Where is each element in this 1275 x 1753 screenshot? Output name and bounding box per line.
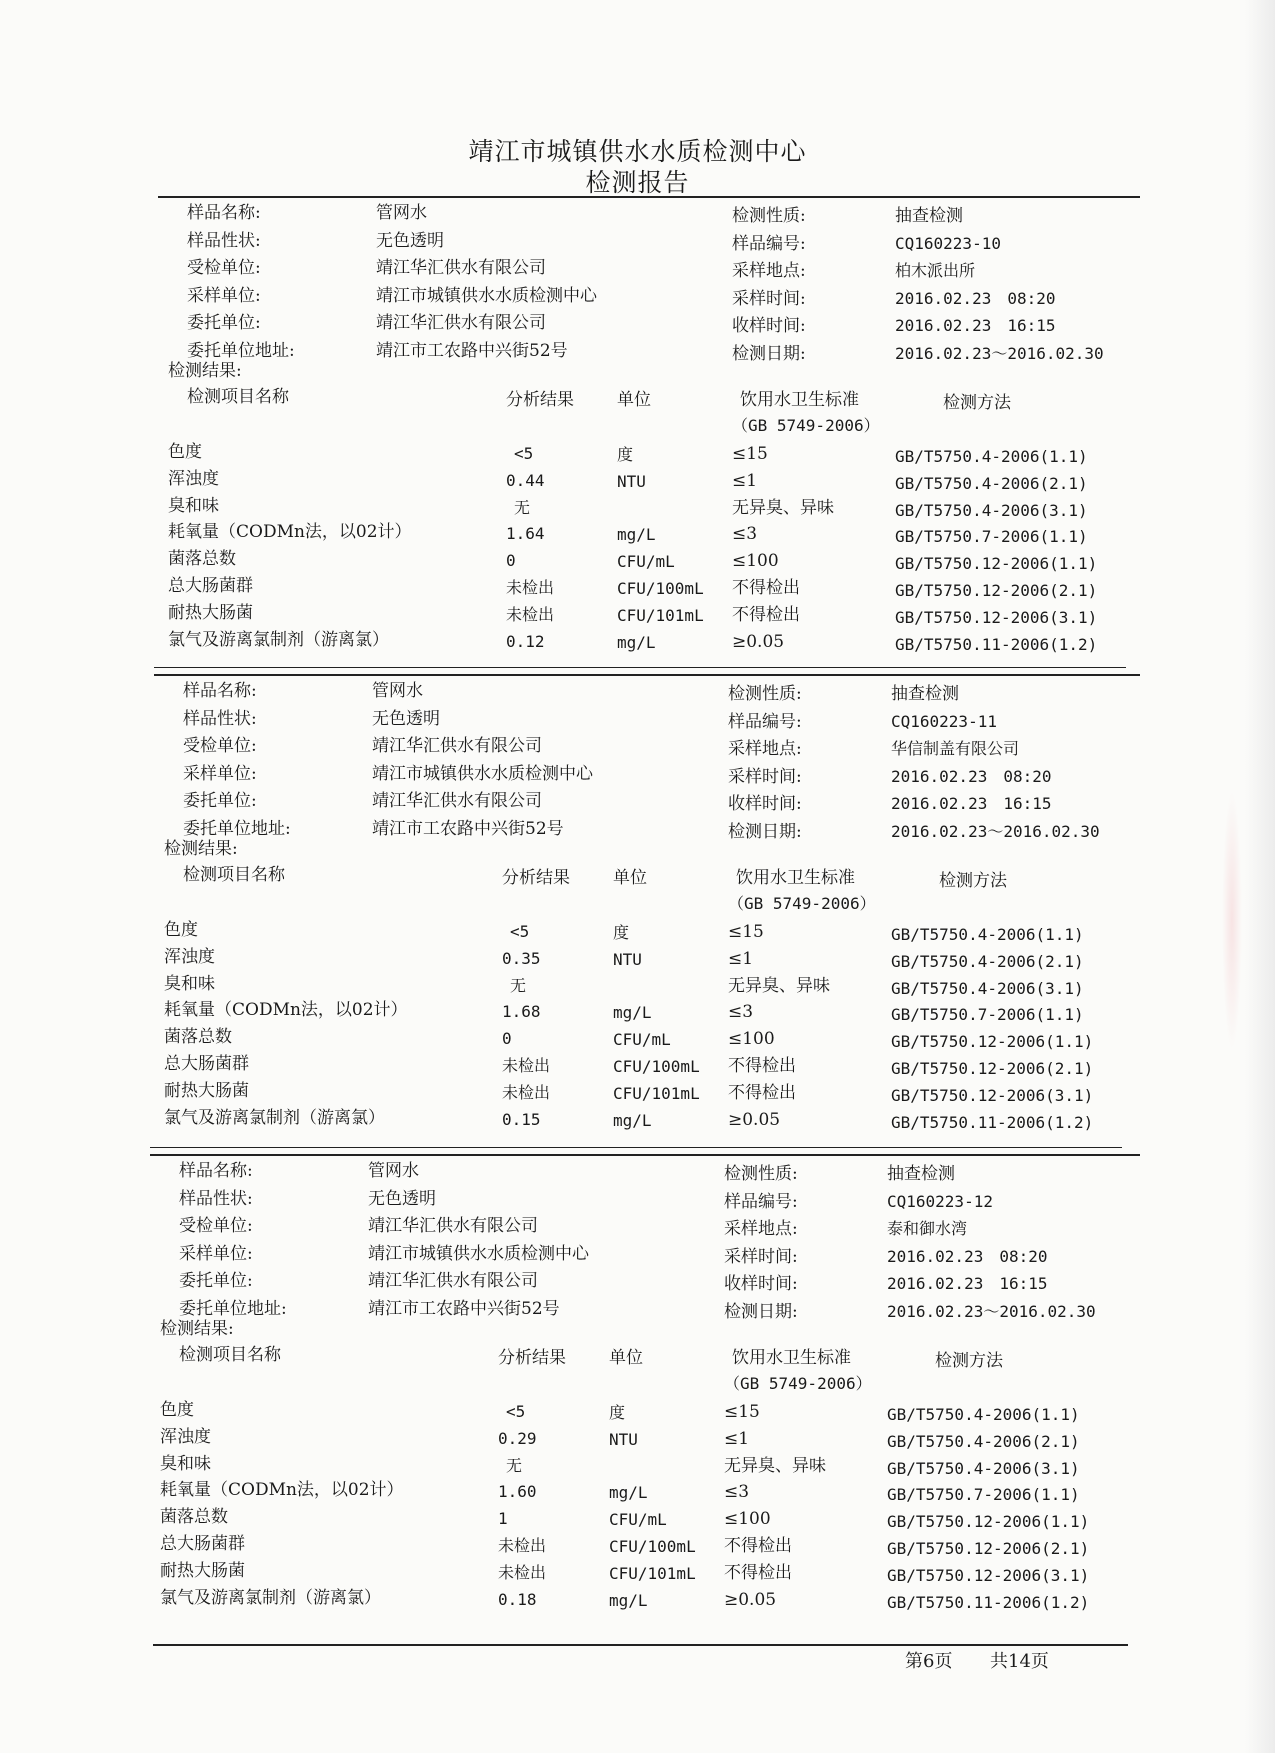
item-name: 浑浊度 xyxy=(168,468,219,489)
method-value: GB/T5750.11-2006(1.2) xyxy=(887,1592,1090,1612)
col-header-unit: 单位 xyxy=(609,1348,643,1368)
item-name: 菌落总数 xyxy=(168,549,236,570)
method-value: GB/T5750.4-2006(3.1) xyxy=(887,1458,1080,1478)
bottom-rule xyxy=(153,1644,1128,1646)
footer-page: 第6页 xyxy=(905,1651,953,1672)
item-name: 臭和味 xyxy=(160,1453,211,1474)
unit-value: CFU/mL xyxy=(609,1510,667,1530)
field-label: 委托单位地址: xyxy=(187,341,295,361)
item-name: 菌落总数 xyxy=(164,1027,232,1048)
field-label: 样品编号: xyxy=(732,233,806,254)
standard-value: 不得检出 xyxy=(732,578,800,598)
method-value: GB/T5750.12-2006(1.1) xyxy=(895,554,1098,574)
field-value: 无色透明 xyxy=(368,1188,436,1209)
field-label: 受检单位: xyxy=(187,258,261,279)
method-value: GB/T5750.4-2006(1.1) xyxy=(891,925,1084,944)
result-value: 1 xyxy=(498,1509,508,1529)
col-header-item: 检测项目名称 xyxy=(183,865,285,885)
col-header-method: 检测方法 xyxy=(943,393,1011,413)
result-value: <5 xyxy=(514,444,534,463)
method-value: GB/T5750.4-2006(3.1) xyxy=(895,500,1088,520)
unit-value: CFU/100mL xyxy=(609,1537,696,1556)
field-label: 委托单位: xyxy=(179,1271,253,1292)
col-header-unit: 单位 xyxy=(613,868,647,888)
item-name: 色度 xyxy=(168,442,202,462)
col-header-standard: 饮用水卫生标准 xyxy=(740,390,859,410)
result-value: 未检出 xyxy=(498,1562,547,1582)
field-label: 采样地点: xyxy=(724,1219,798,1240)
field-label: 采样时间: xyxy=(728,766,802,787)
standard-value: 不得检出 xyxy=(724,1536,792,1556)
col-header-item: 检测项目名称 xyxy=(187,387,289,407)
field-label: 检测性质: xyxy=(728,684,802,704)
standard-value: ≥0.05 xyxy=(728,1109,781,1130)
result-value: 未检出 xyxy=(506,578,555,597)
method-value: GB/T5750.4-2006(3.1) xyxy=(891,978,1084,998)
standard-value: 不得检出 xyxy=(732,604,800,625)
method-value: GB/T5750.12-2006(1.1) xyxy=(887,1512,1090,1532)
item-name: 总大肠菌群 xyxy=(164,1054,249,1074)
field-value: 靖江华汇供水有限公司 xyxy=(376,313,546,334)
field-label: 样品名称: xyxy=(187,203,261,223)
field-label: 委托单位: xyxy=(183,791,257,812)
field-label: 样品性状: xyxy=(183,708,257,729)
report-title: 检测报告 xyxy=(585,168,690,197)
result-value: 1.68 xyxy=(502,1002,541,1022)
result-value: <5 xyxy=(510,922,530,941)
unit-value: CFU/101mL xyxy=(617,605,704,625)
result-value: 未检出 xyxy=(506,604,555,624)
method-value: GB/T5750.4-2006(2.1) xyxy=(887,1431,1080,1451)
result-value: 0.18 xyxy=(498,1589,537,1609)
method-value: GB/T5750.4-2006(1.1) xyxy=(895,447,1088,466)
section-rule xyxy=(154,674,1140,676)
unit-value: NTU xyxy=(613,949,642,969)
field-value: 靖江华汇供水有限公司 xyxy=(376,258,546,279)
field-label: 样品名称: xyxy=(183,681,257,701)
result-value: 0.12 xyxy=(506,631,545,651)
field-label: 采样地点: xyxy=(732,261,806,282)
standard-value: 无异臭、异味 xyxy=(724,1455,826,1476)
standard-value: ≤3 xyxy=(724,1482,750,1503)
field-value: 管网水 xyxy=(372,681,423,701)
col-header-result: 分析结果 xyxy=(498,1348,566,1368)
method-value: GB/T5750.7-2006(1.1) xyxy=(895,527,1088,547)
results-label: 检测结果: xyxy=(160,1319,234,1339)
item-name: 耐热大肠菌 xyxy=(160,1560,245,1581)
field-value: 抽查检测 xyxy=(891,684,959,704)
col-header-standard: 饮用水卫生标准 xyxy=(732,1348,851,1368)
method-value: GB/T5750.12-2006(3.1) xyxy=(887,1565,1090,1585)
field-value: 抽查检测 xyxy=(895,206,963,226)
field-value: 抽查检测 xyxy=(887,1164,955,1184)
field-value: 靖江华汇供水有限公司 xyxy=(372,791,542,812)
standard-value: ≤100 xyxy=(732,551,779,572)
item-name: 耐热大肠菌 xyxy=(164,1080,249,1101)
field-label: 样品名称: xyxy=(179,1161,253,1181)
item-name: 氯气及游离氯制剂（游离氯） xyxy=(168,629,389,650)
field-label: 采样单位: xyxy=(187,285,261,306)
method-value: GB/T5750.4-2006(2.1) xyxy=(895,473,1088,493)
col-header-unit: 单位 xyxy=(617,390,651,410)
results-label: 检测结果: xyxy=(164,839,238,859)
col-header-standard-code: （GB 5749-2006） xyxy=(732,416,880,435)
method-value: GB/T5750.12-2006(3.1) xyxy=(895,607,1098,627)
item-name: 浑浊度 xyxy=(164,946,215,967)
unit-value: mg/L xyxy=(609,1590,648,1610)
method-value: GB/T5750.7-2006(1.1) xyxy=(887,1485,1080,1505)
standard-value: ≤100 xyxy=(724,1509,771,1530)
unit-value: mg/L xyxy=(617,632,656,652)
field-label: 样品性状: xyxy=(179,1188,253,1209)
result-value: 0.44 xyxy=(506,470,545,490)
field-label: 采样时间: xyxy=(724,1246,798,1267)
result-value: 无 xyxy=(510,975,527,995)
result-value: 1.60 xyxy=(498,1482,537,1502)
item-name: 氯气及游离氯制剂（游离氯） xyxy=(160,1587,381,1608)
field-value: 2016.02.23～2016.02.30 xyxy=(887,1302,1096,1321)
standard-value: 无异臭、异味 xyxy=(732,497,834,518)
field-label: 检测日期: xyxy=(724,1302,798,1322)
result-value: 0.15 xyxy=(502,1109,541,1129)
result-value: 0 xyxy=(506,551,516,571)
standard-value: ≤1 xyxy=(732,470,758,491)
field-value: CQ160223-10 xyxy=(895,233,1001,253)
field-value: 靖江市工农路中兴街52号 xyxy=(372,819,564,839)
field-value: 无色透明 xyxy=(376,230,444,251)
field-value: 2016.02.23 16:15 xyxy=(895,316,1056,336)
col-header-result: 分析结果 xyxy=(502,868,570,888)
field-label: 收样时间: xyxy=(724,1274,798,1295)
result-value: 未检出 xyxy=(502,1056,551,1075)
item-name: 耐热大肠菌 xyxy=(168,602,253,623)
field-label: 样品编号: xyxy=(728,711,802,732)
item-name: 耗氧量（CODMn法，以02计） xyxy=(168,522,412,543)
field-value: CQ160223-12 xyxy=(887,1191,993,1211)
field-label: 采样地点: xyxy=(728,739,802,760)
item-name: 色度 xyxy=(160,1400,194,1420)
method-value: GB/T5750.12-2006(2.1) xyxy=(895,581,1098,600)
field-value: 管网水 xyxy=(376,203,427,223)
field-label: 委托单位地址: xyxy=(183,819,291,839)
section-rule-thin xyxy=(154,667,1126,668)
results-label: 检测结果: xyxy=(168,361,242,381)
field-value: 靖江市城镇供水水质检测中心 xyxy=(372,763,593,784)
field-value: 2016.02.23 16:15 xyxy=(887,1274,1048,1294)
method-value: GB/T5750.11-2006(1.2) xyxy=(895,634,1098,654)
field-value: 2016.02.23～2016.02.30 xyxy=(891,822,1100,841)
field-label: 检测性质: xyxy=(732,206,806,226)
unit-value: 度 xyxy=(613,923,630,942)
field-value: 2016.02.23 08:20 xyxy=(891,766,1052,786)
section-rule xyxy=(150,1154,1140,1156)
item-name: 浑浊度 xyxy=(160,1426,211,1447)
unit-value: 度 xyxy=(609,1403,626,1422)
footer-total: 共14页 xyxy=(990,1651,1049,1672)
field-label: 检测日期: xyxy=(728,822,802,842)
standard-value: 不得检出 xyxy=(724,1562,792,1583)
field-value: 靖江市城镇供水水质检测中心 xyxy=(376,285,597,306)
result-value: 无 xyxy=(506,1455,523,1475)
unit-value: mg/L xyxy=(613,1110,652,1130)
standard-value: ≤1 xyxy=(724,1428,750,1449)
method-value: GB/T5750.4-2006(1.1) xyxy=(887,1405,1080,1424)
field-label: 样品性状: xyxy=(187,230,261,251)
field-value: 华信制盖有限公司 xyxy=(891,739,1020,759)
standard-value: ≤3 xyxy=(728,1002,754,1023)
standard-value: ≥0.05 xyxy=(732,631,785,652)
page-edge xyxy=(1245,0,1275,1753)
standard-value: 不得检出 xyxy=(728,1056,796,1076)
standard-value: ≤15 xyxy=(724,1402,760,1422)
method-value: GB/T5750.12-2006(2.1) xyxy=(891,1059,1094,1078)
result-value: <5 xyxy=(506,1402,526,1421)
field-value: 2016.02.23 08:20 xyxy=(895,288,1056,308)
field-label: 样品编号: xyxy=(724,1191,798,1212)
unit-value: mg/L xyxy=(613,1003,652,1023)
field-label: 采样单位: xyxy=(183,763,257,784)
method-value: GB/T5750.4-2006(2.1) xyxy=(891,951,1084,971)
col-header-standard-code: （GB 5749-2006） xyxy=(728,894,876,913)
field-value: 靖江华汇供水有限公司 xyxy=(372,736,542,757)
method-value: GB/T5750.12-2006(2.1) xyxy=(887,1539,1090,1558)
unit-value: CFU/mL xyxy=(617,552,675,572)
item-name: 氯气及游离氯制剂（游离氯） xyxy=(164,1107,385,1128)
standard-value: ≥0.05 xyxy=(724,1589,777,1610)
result-value: 无 xyxy=(514,497,531,517)
field-value: 柏木派出所 xyxy=(895,261,976,281)
field-label: 采样时间: xyxy=(732,288,806,309)
unit-value: CFU/100mL xyxy=(613,1057,700,1076)
method-value: GB/T5750.7-2006(1.1) xyxy=(891,1005,1084,1025)
field-value: 靖江华汇供水有限公司 xyxy=(368,1271,538,1292)
field-value: CQ160223-11 xyxy=(891,711,997,731)
standard-value: 无异臭、异味 xyxy=(728,975,830,996)
item-name: 臭和味 xyxy=(168,495,219,516)
unit-value: mg/L xyxy=(617,525,656,545)
field-label: 采样单位: xyxy=(179,1243,253,1264)
field-label: 委托单位地址: xyxy=(179,1299,287,1319)
item-name: 总大肠菌群 xyxy=(168,576,253,596)
item-name: 臭和味 xyxy=(164,973,215,994)
result-value: 未检出 xyxy=(502,1082,551,1102)
item-name: 总大肠菌群 xyxy=(160,1534,245,1554)
field-value: 靖江华汇供水有限公司 xyxy=(368,1216,538,1237)
field-value: 靖江市工农路中兴街52号 xyxy=(368,1299,560,1319)
unit-value: NTU xyxy=(609,1429,638,1449)
col-header-result: 分析结果 xyxy=(506,390,574,410)
result-value: 0.35 xyxy=(502,948,541,968)
col-header-standard: 饮用水卫生标准 xyxy=(736,868,855,888)
unit-value: CFU/mL xyxy=(613,1030,671,1050)
field-label: 受检单位: xyxy=(183,736,257,757)
section-rule-thin xyxy=(150,1147,1122,1148)
unit-value: 度 xyxy=(617,445,634,464)
field-label: 收样时间: xyxy=(728,794,802,815)
field-value: 泰和御水湾 xyxy=(887,1219,968,1239)
field-label: 委托单位: xyxy=(187,313,261,334)
col-header-standard-code: （GB 5749-2006） xyxy=(724,1374,872,1393)
result-value: 未检出 xyxy=(498,1536,547,1555)
result-value: 1.64 xyxy=(506,524,545,544)
col-header-method: 检测方法 xyxy=(935,1351,1003,1371)
item-name: 耗氧量（CODMn法，以02计） xyxy=(164,1000,408,1021)
method-value: GB/T5750.12-2006(1.1) xyxy=(891,1032,1094,1052)
field-value: 2016.02.23 08:20 xyxy=(887,1246,1048,1266)
standard-value: ≤3 xyxy=(732,524,758,545)
unit-value: NTU xyxy=(617,471,646,491)
col-header-item: 检测项目名称 xyxy=(179,1345,281,1365)
method-value: GB/T5750.11-2006(1.2) xyxy=(891,1112,1094,1132)
field-value: 无色透明 xyxy=(372,708,440,729)
field-label: 检测日期: xyxy=(732,344,806,364)
item-name: 色度 xyxy=(164,920,198,940)
item-name: 菌落总数 xyxy=(160,1507,228,1528)
standard-value: ≤15 xyxy=(728,922,764,942)
stamp-mark xyxy=(1222,790,1242,1050)
item-name: 耗氧量（CODMn法，以02计） xyxy=(160,1480,404,1501)
unit-value: CFU/101mL xyxy=(613,1083,700,1103)
field-value: 管网水 xyxy=(368,1161,419,1181)
standard-value: ≤100 xyxy=(728,1029,775,1050)
field-value: 2016.02.23～2016.02.30 xyxy=(895,344,1104,363)
standard-value: ≤1 xyxy=(728,948,754,969)
result-value: 0.29 xyxy=(498,1428,537,1448)
field-value: 2016.02.23 16:15 xyxy=(891,794,1052,814)
unit-value: CFU/101mL xyxy=(609,1563,696,1583)
col-header-method: 检测方法 xyxy=(939,871,1007,891)
standard-value: 不得检出 xyxy=(728,1082,796,1103)
method-value: GB/T5750.12-2006(3.1) xyxy=(891,1085,1094,1105)
unit-value: CFU/100mL xyxy=(617,579,704,598)
org-title: 靖江市城镇供水水质检测中心 xyxy=(468,137,807,166)
field-value: 靖江市工农路中兴街52号 xyxy=(376,341,568,361)
field-label: 受检单位: xyxy=(179,1216,253,1237)
result-value: 0 xyxy=(502,1029,512,1049)
field-label: 收样时间: xyxy=(732,316,806,337)
field-label: 检测性质: xyxy=(724,1164,798,1184)
standard-value: ≤15 xyxy=(732,444,768,464)
section-rule xyxy=(158,196,1140,198)
field-value: 靖江市城镇供水水质检测中心 xyxy=(368,1243,589,1264)
unit-value: mg/L xyxy=(609,1483,648,1503)
